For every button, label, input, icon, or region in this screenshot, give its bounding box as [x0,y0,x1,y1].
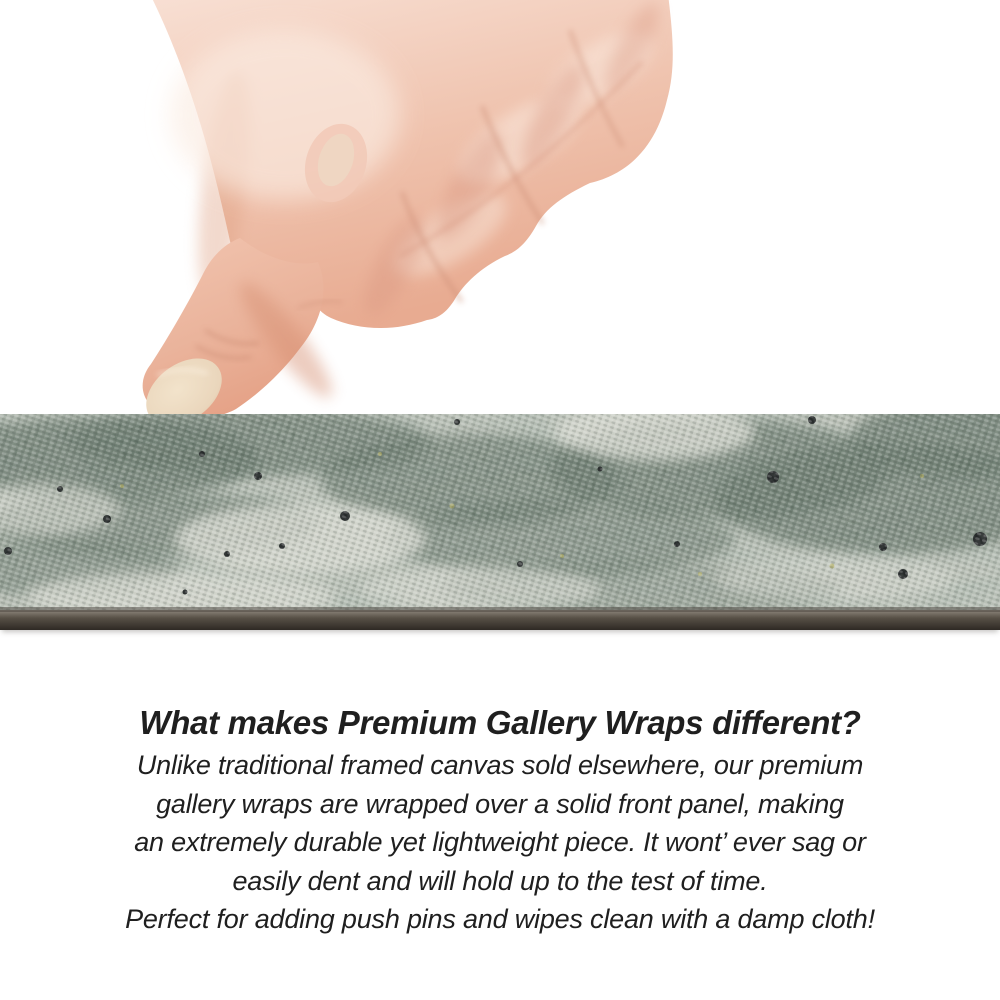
panel-edge [0,610,1000,630]
body-line-1: Unlike traditional framed canvas sold elsewhere, our premium [136,750,864,780]
canvas-wrap-edge [0,414,1000,630]
body-line-3: an extremely durable yet lightweight piece. It wont’ ever sag or [134,827,866,857]
body-line-4: easily dent and will hold up to the test of time. [232,865,768,896]
hand-pressing-thumb-photo [110,0,680,428]
body-line-5: Perfect for adding push pins and wipes clean with a damp cloth! [125,904,875,934]
headline: What makes Premium Gallery Wraps different? [139,704,861,741]
marketing-text-block [0,700,1000,939]
body-line-2: gallery wraps are wrapped over a solid front panel, making [156,788,844,819]
